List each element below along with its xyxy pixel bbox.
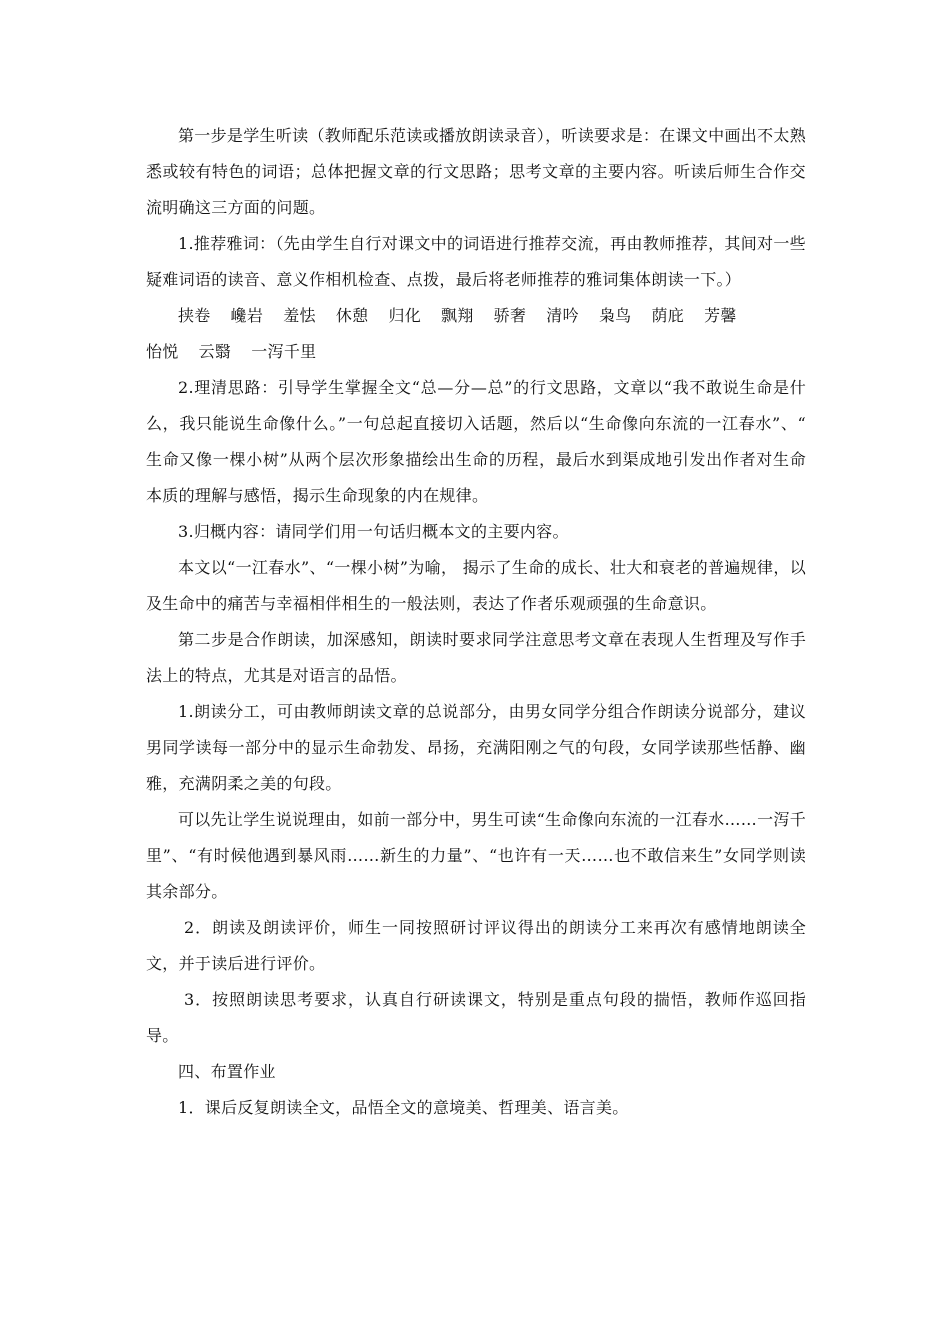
vocab-item: 怡悦 bbox=[146, 342, 179, 361]
vocab-item: 休憩 bbox=[335, 306, 369, 325]
paragraph-summarize-content: 3.归概内容：请同学们用一句话归概本文的主要内容。 bbox=[178, 522, 569, 541]
vocab-item: 羞怯 bbox=[283, 306, 316, 325]
vocab-item: 归化 bbox=[388, 306, 422, 325]
vocab-item: 飘翔 bbox=[441, 306, 474, 325]
paragraph-reasons: 可以先让学生说说理由，如前一部分中，男生可读“生命像向东流的一江春水……一泻千里”、“有时候他遇到暴风雨……新生的力量”、“也许有一天……也不敢信来生”女同学则读其余部分。 bbox=[146, 810, 806, 901]
paragraph-listening-step: 第一步是学生听读（教师配乐范读或播放朗读录音），听读要求是：在课文中画出不太熟悉或较有特色的词语；总体把握文章的行文思路；思考文章的主要内容。听读后师生合作交流明确这三方面的问题。 bbox=[146, 126, 806, 217]
paragraph-homework-item: 1．课后反复朗读全文，品悟全文的意境美、哲理美、语言美。 bbox=[178, 1098, 629, 1117]
paragraph-recommend-words: 1.推荐雅词：（先由学生自行对课文中的词语进行推荐交流，再由教师推荐，其间对一些疑难词语的读音、意义作相机检查、点拨，最后将老师推荐的雅词集体朗读一下。） bbox=[146, 234, 806, 289]
vocab-item: 芳馨 bbox=[704, 306, 737, 325]
vocab-item: 云翳 bbox=[198, 342, 232, 361]
document-body bbox=[146, 118, 806, 1126]
vocab-item: 挟卷 bbox=[178, 306, 211, 325]
vocab-item: 一泻千里 bbox=[251, 342, 317, 361]
vocab-item: 枭鸟 bbox=[598, 306, 632, 325]
section-heading-homework: 四、布置作业 bbox=[178, 1062, 276, 1081]
paragraph-clarify-thinking: 2.理清思路：引导学生掌握全文“总—分—总”的行文思路，文章以“我不敢说生命是什么，我只能说生命像什么。”一句总起直接切入话题，然后以“生命像向东流的一江春水”、“ 生命又像一棵小树”从两个层次形象描绘出生命的历程，最后水到渠成地引发出作者对生命本质的理解与感悟，揭示生命现象的内在规律。 bbox=[146, 378, 806, 505]
paragraph-reading-division: 1.朗读分工，可由教师朗读文章的总说部分，由男女同学分组合作朗读分说部分，建议男同学读每一部分中的显示生命勃发、昂扬，充满阳刚之气的句段，女同学读那些恬静、幽雅，充满阴柔之美的句段。 bbox=[146, 702, 806, 793]
vocab-item: 荫庇 bbox=[651, 306, 685, 325]
vocab-list bbox=[146, 298, 806, 370]
vocab-item: 骄奢 bbox=[493, 306, 527, 325]
paragraph-cooperative-reading: 第二步是合作朗读，加深感知，朗读时要求同学注意思考文章在表现人生哲理及写作手法上的特点，尤其是对语言的品悟。 bbox=[146, 630, 806, 685]
paragraph-content-summary: 本文以“一江春水”、“一棵小树”为喻， 揭示了生命的成长、壮大和衰老的普遍规律，以及生命中的痛苦与幸福相伴相生的一般法则，表达了作者乐观顽强的生命意识。 bbox=[146, 558, 806, 613]
vocab-item: 巉岩 bbox=[230, 306, 264, 325]
paragraph-reading-evaluation: 2．朗读及朗读评价，师生一同按照研讨评议得出的朗读分工来再次有感情地朗读全文，并于读后进行评价。 bbox=[146, 918, 806, 973]
vocab-item: 清吟 bbox=[546, 306, 579, 325]
paragraph-self-study: 3．按照朗读思考要求，认真自行研读课文，特别是重点句段的揣悟，教师作巡回指导。 bbox=[146, 990, 806, 1045]
